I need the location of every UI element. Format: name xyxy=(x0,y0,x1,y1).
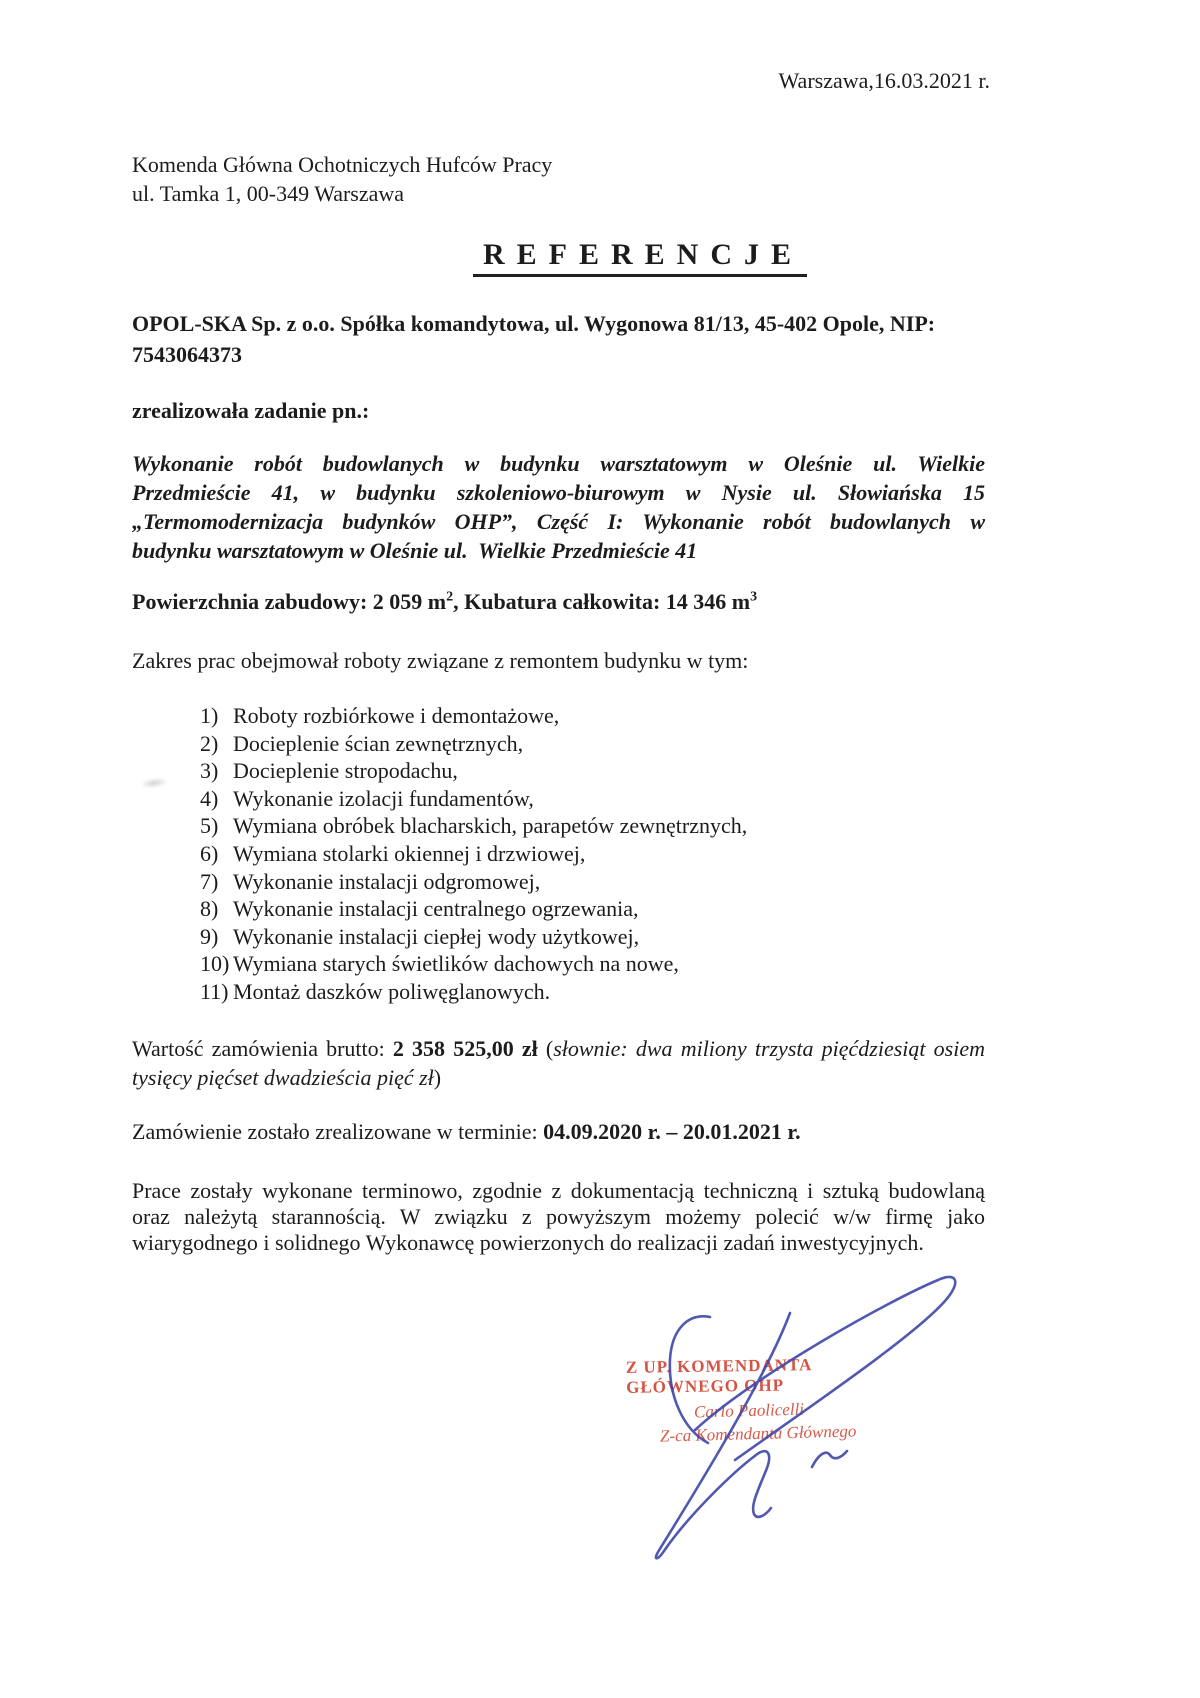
list-item xyxy=(200,785,960,813)
closing-paragraph xyxy=(132,1178,985,1256)
list-item xyxy=(200,923,960,951)
list-item xyxy=(200,702,960,730)
metrics-sup1: 2 xyxy=(446,589,454,605)
value-lead: Wartość zamówienia brutto: xyxy=(132,1036,393,1061)
list-item-number: 7) xyxy=(200,868,219,894)
recipient-block xyxy=(132,150,832,208)
metrics-part1: Powierzchnia zabudowy: 2 059 m xyxy=(132,589,447,614)
term-dates: 04.09.2020 r. – 20.01.2021 r. xyxy=(543,1119,801,1144)
list-item xyxy=(200,950,960,978)
list-item-text: Wykonanie instalacji centralnego ogrzewania, xyxy=(233,896,639,922)
list-item-number: 10) xyxy=(200,951,230,977)
list-item xyxy=(200,978,960,1006)
list-item-number: 6) xyxy=(200,840,219,866)
closing-line: oraz należytą starannością. W związku z powyższym możemy polecić w/w firmę jako xyxy=(132,1204,985,1229)
list-item-text: Roboty rozbiórkowe i demontażowe, xyxy=(233,703,560,728)
list-item-number: 3) xyxy=(200,758,219,784)
list-item xyxy=(200,868,960,896)
list-item-text: Wymiana starych świetlików dachowych na nowe, xyxy=(233,951,679,977)
value-amount: 2 358 525,00 zł xyxy=(392,1036,538,1061)
signature-tilde-stroke xyxy=(812,1451,847,1467)
stamp-signer-role: Z-ca Komendanta Głównego xyxy=(659,1421,857,1446)
scope-list xyxy=(200,702,960,1006)
order-value-paragraph xyxy=(132,1035,985,1092)
title-wrap xyxy=(0,238,1200,277)
intro-line: zrealizowała zadanie pn.: xyxy=(132,398,370,423)
list-item xyxy=(200,812,960,840)
list-item-text: Wymiana stolarki okiennej i drzwiowej, xyxy=(233,840,586,866)
recipient-address: ul. Tamka 1, 00-349 Warszawa xyxy=(132,181,405,206)
list-item-number: 5) xyxy=(200,813,219,839)
list-item-number: 1) xyxy=(200,703,219,728)
list-item-text: Wykonanie instalacji ciepłej wody użytkowej, xyxy=(233,923,640,949)
value-paren-close: ) xyxy=(433,1064,442,1090)
list-item-text: Docieplenie ścian zewnętrznych, xyxy=(233,730,524,756)
stamp-signer-name: Carlo Paolicelli xyxy=(693,1399,805,1422)
metrics-part2: , Kubatura całkowita: 14 346 m xyxy=(453,589,751,614)
scan-smudge xyxy=(139,776,168,790)
list-item xyxy=(200,840,960,868)
stamp-authority-text: Z UP. KOMENDANTA GŁÓWNEGO OHP xyxy=(625,1355,812,1397)
list-item-number: 8) xyxy=(200,896,219,922)
task-line: Wykonanie robót budowlanych w budynku warsztatowym w Oleśnie ul. Wielkie xyxy=(132,451,985,476)
task-line: Przedmieście 41, w budynku szkoleniowo-biurowym w Nysie ul. Słowiańska 15 xyxy=(132,480,985,505)
list-item-text: Wykonanie izolacji fundamentów, xyxy=(233,785,534,811)
value-in-words: słownie: dwa miliony trzysta pięćdziesiąt osiem tysięcy pięćset dwadzieścia pięć zł xyxy=(132,1036,985,1090)
list-item-number: 2) xyxy=(200,730,219,756)
task-description xyxy=(132,449,985,565)
recipient-name: Komenda Główna Ochotniczych Hufców Pracy xyxy=(132,152,553,177)
list-item-number: 9) xyxy=(200,923,219,949)
company-line1: OPOL-SKA Sp. z o.o. Spółka komandytowa, ul. Wygonowa 81/13, 45-402 Opole, NIP: xyxy=(132,311,936,336)
list-item xyxy=(200,895,960,923)
closing-line: Prace zostały wykonane terminowo, zgodnie z dokumentacją techniczną i sztuką budowlaną xyxy=(132,1178,985,1203)
closing-line: wiarygodnego i solidnego Wykonawcę powierzonych do realizacji zadań inwestycyjnych. xyxy=(132,1230,924,1255)
company-paragraph xyxy=(132,308,985,370)
list-item-text: Wykonanie instalacji odgromowej, xyxy=(233,868,541,894)
metrics-line xyxy=(132,589,985,615)
value-paren-open: ( xyxy=(537,1036,554,1061)
list-item-number: 11) xyxy=(200,978,229,1004)
scope-intro-line: Zakres prac obejmował roboty związane z remontem budynku w tym: xyxy=(132,648,749,673)
list-item-text: Wymiana obróbek blacharskich, parapetów zewnętrznych, xyxy=(233,813,748,839)
list-item xyxy=(200,730,960,758)
completion-term-line xyxy=(132,1119,985,1145)
task-line: budynku warsztatowym w Oleśnie ul. Wielkie Przedmieście 41 xyxy=(132,538,698,563)
task-line: „Termomodernizacja budynków OHP”, Część I: Wykonanie robót budowlanych w xyxy=(132,509,985,534)
list-item-text: Montaż daszków poliwęglanowych. xyxy=(233,978,551,1004)
term-lead: Zamówienie zostało zrealizowane w terminie: xyxy=(132,1119,544,1144)
list-item xyxy=(200,757,960,785)
date-line: Warszawa,16.03.2021 r. xyxy=(778,68,990,93)
list-item-number: 4) xyxy=(200,785,219,811)
company-nip: 7543064373 xyxy=(132,342,242,367)
page-title: REFERENCJE xyxy=(473,238,807,277)
list-item-text: Docieplenie stropodachu, xyxy=(233,758,458,784)
metrics-sup2: 3 xyxy=(750,589,758,605)
